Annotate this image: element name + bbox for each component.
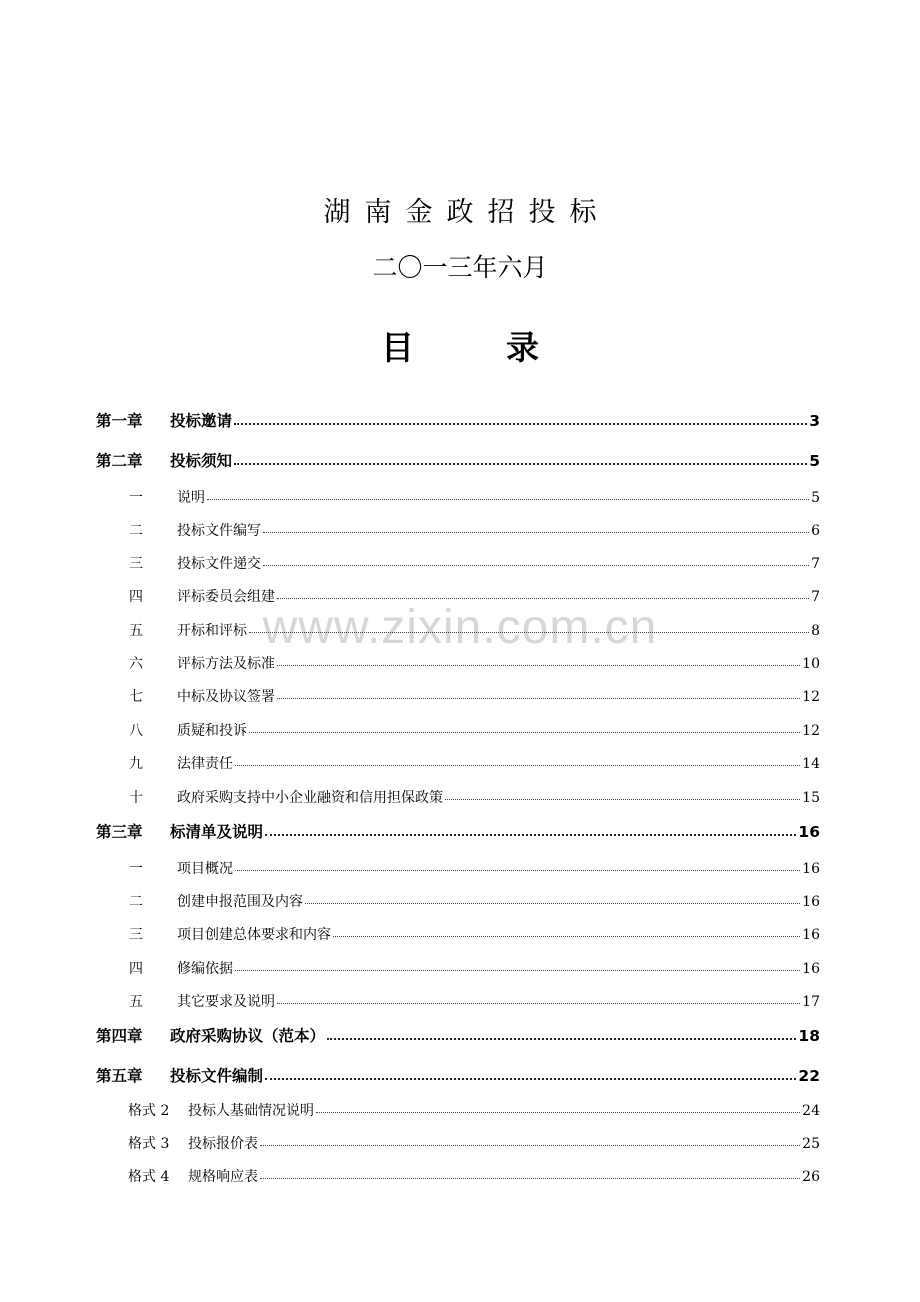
- toc-page-number: 7: [811, 589, 820, 605]
- toc-dot-leader: [277, 989, 800, 1004]
- toc-entry-title: 投标文件编制: [170, 1067, 264, 1085]
- toc-entry-title: 投标人基础情况说明: [188, 1103, 314, 1119]
- toc-section-entry[interactable]: [129, 487, 820, 507]
- toc-page-number: 12: [802, 723, 820, 739]
- toc-entry-number: 四: [129, 589, 143, 605]
- toc-page-number: 16: [802, 961, 820, 977]
- toc-dot-leader: [249, 618, 809, 633]
- toc-section-entry[interactable]: [129, 686, 820, 706]
- toc-entry-number: 第五章: [96, 1067, 143, 1085]
- toc-entry-title: 项目概况: [177, 861, 233, 877]
- toc-entry-title: 评标委员会组建: [177, 589, 275, 605]
- toc-entry-number: 二: [129, 894, 143, 910]
- toc-entry-title: 投标邀请: [170, 412, 233, 430]
- toc-dot-leader: [316, 1098, 800, 1113]
- toc-section-entry[interactable]: [129, 924, 820, 944]
- toc-dot-leader: [277, 651, 800, 666]
- toc-entry-number: 六: [129, 656, 143, 672]
- toc-section-entry[interactable]: [129, 891, 820, 911]
- toc-entry-number: 第三章: [96, 823, 143, 841]
- toc-entry-title: 投标报价表: [188, 1136, 258, 1152]
- toc-page-number: 14: [802, 756, 820, 772]
- toc-entry-number: 第一章: [96, 412, 143, 430]
- toc-dot-leader: [207, 485, 809, 500]
- toc-page-number: 3: [809, 412, 820, 430]
- toc-dot-leader: [260, 1131, 800, 1146]
- toc-section-entry[interactable]: [129, 858, 820, 878]
- toc-entry-title: 政府采购协议（范本）: [170, 1027, 326, 1045]
- toc-entry-title: 修编依据: [177, 961, 233, 977]
- toc-dot-leader: [277, 684, 800, 699]
- toc-section-entry[interactable]: [129, 620, 820, 640]
- toc-section-entry[interactable]: [129, 653, 820, 673]
- toc-entry-title: 投标文件递交: [177, 556, 261, 572]
- toc-entry-number: 第四章: [96, 1027, 143, 1045]
- toc-section-entry[interactable]: [129, 586, 820, 606]
- toc-entry-title: 其它要求及说明: [177, 994, 275, 1010]
- toc-chapter-entry[interactable]: [96, 1064, 820, 1086]
- toc-section-entry[interactable]: [129, 553, 820, 573]
- toc-page-number: 6: [811, 523, 820, 539]
- toc-entry-number: 三: [129, 927, 143, 943]
- toc-entry-title: 法律责任: [177, 756, 233, 772]
- toc-section-entry[interactable]: [129, 720, 820, 740]
- toc-page-number: 12: [802, 689, 820, 705]
- toc-entry-number: 格式 4: [128, 1169, 170, 1185]
- toc-entry-number: 八: [129, 723, 143, 739]
- toc-entry-title: 评标方法及标准: [177, 656, 275, 672]
- document-date: 二〇一三年六月: [372, 253, 548, 282]
- toc-chapter-entry[interactable]: [96, 1024, 820, 1046]
- toc-entry-number: 五: [129, 623, 143, 639]
- toc-page-number: 18: [798, 1027, 820, 1045]
- toc-section-entry[interactable]: [129, 958, 820, 978]
- toc-dot-leader: [333, 922, 800, 937]
- toc-section-entry[interactable]: [128, 1133, 820, 1153]
- toc-dot-leader: [235, 751, 800, 766]
- toc-entry-title: 说明: [177, 490, 205, 506]
- toc-dot-leader: [263, 551, 809, 566]
- toc-dot-leader: [263, 518, 809, 533]
- toc-dot-leader: [235, 956, 800, 971]
- toc-page-number: 5: [809, 452, 820, 470]
- toc-entry-number: 二: [129, 523, 143, 539]
- toc-entry-title: 投标文件编写: [177, 523, 261, 539]
- toc-entry-number: 十: [129, 790, 143, 806]
- toc-page-number: 16: [802, 894, 820, 910]
- toc-dot-leader: [260, 1164, 800, 1179]
- toc-entry-number: 格式 2: [128, 1103, 170, 1119]
- toc-entry-title: 政府采购支持中小企业融资和信用担保政策: [177, 790, 443, 806]
- toc-chapter-entry[interactable]: [96, 409, 820, 431]
- toc-entry-title: 规格响应表: [188, 1169, 258, 1185]
- toc-dot-leader: [305, 889, 800, 904]
- toc-entry-number: 四: [129, 961, 143, 977]
- toc-entry-title: 创建申报范围及内容: [177, 894, 303, 910]
- toc-entry-number: 格式 3: [128, 1136, 170, 1152]
- toc-entry-number: 一: [129, 861, 143, 877]
- toc-dot-leader: [327, 1022, 796, 1040]
- toc-page-number: 5: [811, 490, 820, 506]
- toc-entry-number: 三: [129, 556, 143, 572]
- toc-entry-title: 开标和评标: [177, 623, 247, 639]
- toc-entry-title: 质疑和投诉: [177, 723, 247, 739]
- toc-entry-number: 第二章: [96, 452, 143, 470]
- toc-page-number: 17: [802, 994, 820, 1010]
- toc-heading: 目录: [381, 328, 631, 367]
- toc-page-number: 8: [811, 623, 820, 639]
- toc-page-number: 10: [802, 656, 820, 672]
- toc-page-number: 26: [802, 1169, 820, 1185]
- toc-dot-leader: [234, 407, 807, 425]
- toc-entry-number: 一: [129, 490, 143, 506]
- toc-entry-title: 投标须知: [170, 452, 233, 470]
- toc-dot-leader: [265, 1062, 796, 1080]
- toc-entry-number: 七: [129, 689, 143, 705]
- toc-section-entry[interactable]: [129, 991, 820, 1011]
- toc-entry-number: 五: [129, 994, 143, 1010]
- toc-page-number: 16: [798, 823, 820, 841]
- toc-page-number: 22: [798, 1067, 820, 1085]
- toc-dot-leader: [265, 818, 796, 836]
- toc-dot-leader: [234, 447, 807, 465]
- toc-dot-leader: [249, 718, 800, 733]
- toc-page-number: 15: [802, 790, 820, 806]
- toc-section-entry[interactable]: [128, 1166, 820, 1186]
- toc-section-entry[interactable]: [129, 753, 820, 773]
- toc-entry-title: 项目创建总体要求和内容: [177, 927, 331, 943]
- toc-entry-title: 标清单及说明: [170, 823, 264, 841]
- toc-page-number: 7: [811, 556, 820, 572]
- toc-dot-leader: [235, 856, 800, 871]
- toc-section-entry[interactable]: [129, 787, 820, 807]
- organization-title: 湖南金政招投标: [323, 197, 611, 228]
- watermark-text: www.zixin.com.cn: [262, 601, 658, 654]
- toc-dot-leader: [277, 584, 809, 599]
- toc-page-number: 16: [802, 861, 820, 877]
- toc-chapter-entry[interactable]: [96, 449, 820, 471]
- toc-page-number: 24: [802, 1103, 820, 1119]
- toc-chapter-entry[interactable]: [96, 820, 820, 842]
- toc-entry-number: 九: [129, 756, 143, 772]
- toc-section-entry[interactable]: [128, 1100, 820, 1120]
- toc-section-entry[interactable]: [129, 520, 820, 540]
- toc-entry-title: 中标及协议签署: [177, 689, 275, 705]
- toc-page-number: 25: [802, 1136, 820, 1152]
- toc-dot-leader: [445, 785, 800, 800]
- toc-page-number: 16: [802, 927, 820, 943]
